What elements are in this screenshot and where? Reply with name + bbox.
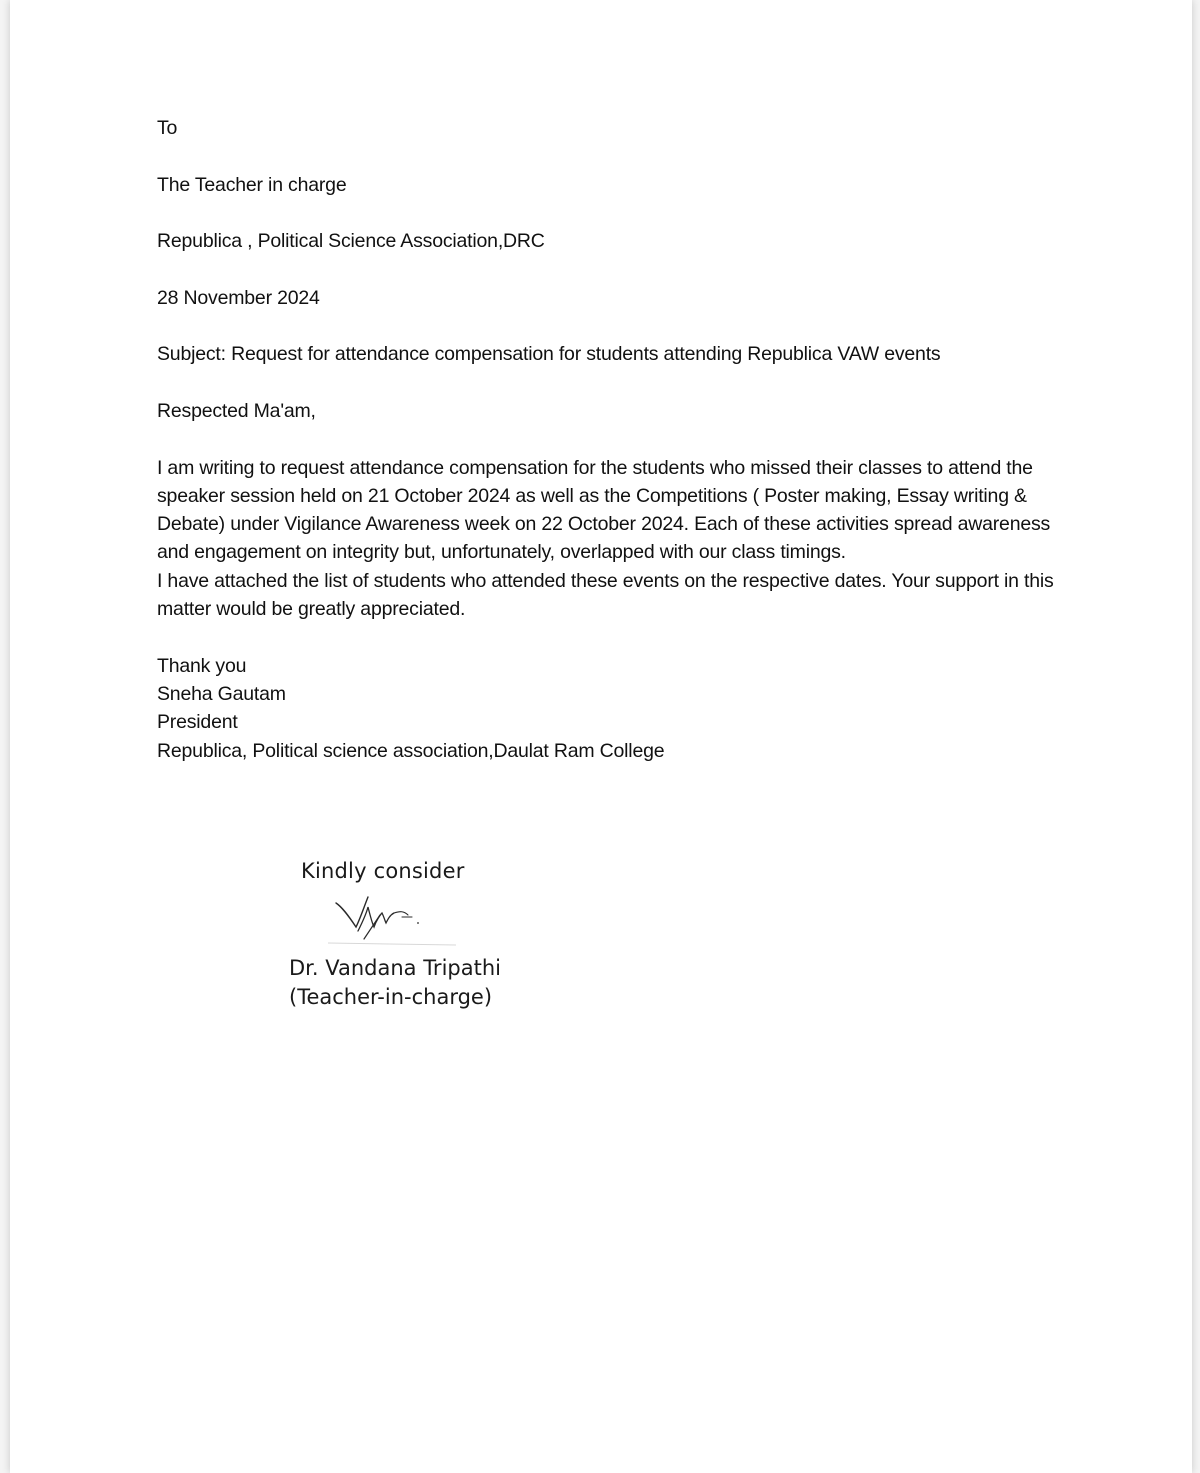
sender-title: President bbox=[157, 711, 238, 734]
signature-image bbox=[328, 893, 468, 948]
letter-page bbox=[10, 0, 1192, 1473]
body-paragraph-2: I have attached the list of students who attended these events on the respective dates. Your support in this matter would be greatly appreciated. bbox=[157, 569, 1054, 621]
approval-note: Kindly consider bbox=[301, 859, 465, 883]
letter-body bbox=[157, 114, 1087, 765]
salutation: Respected Ma'am, bbox=[157, 399, 316, 422]
approver-role: (Teacher-in-charge) bbox=[289, 985, 493, 1009]
sender-organization: Republica, Political science association,Daulat Ram College bbox=[157, 739, 665, 762]
organization-line: Republica , Political Science Association,DRC bbox=[157, 230, 545, 253]
recipient-line: The Teacher in charge bbox=[157, 173, 347, 196]
approver-name: Dr. Vandana Tripathi bbox=[289, 956, 501, 980]
body-paragraph-1: I am writing to request attendance compensation for the students who missed their classes to attend the speaker session held on 21 October 2024 as well as the Competitions ( Poster making, Essay writing & Debate) under Vigilance Awareness week on 22 October 2024. Each of these activities spread awareness and engagement on integrity but, unfortunately, overlapped with our class timings. bbox=[157, 456, 1051, 564]
closing: Thank you bbox=[157, 654, 247, 677]
to-line: To bbox=[157, 117, 178, 139]
subject-line: Subject: Request for attendance compensation for students attending Republica VAW events bbox=[157, 343, 941, 366]
approver-block bbox=[289, 954, 501, 1012]
date-line: 28 November 2024 bbox=[157, 286, 320, 309]
sender-name: Sneha Gautam bbox=[157, 682, 286, 705]
